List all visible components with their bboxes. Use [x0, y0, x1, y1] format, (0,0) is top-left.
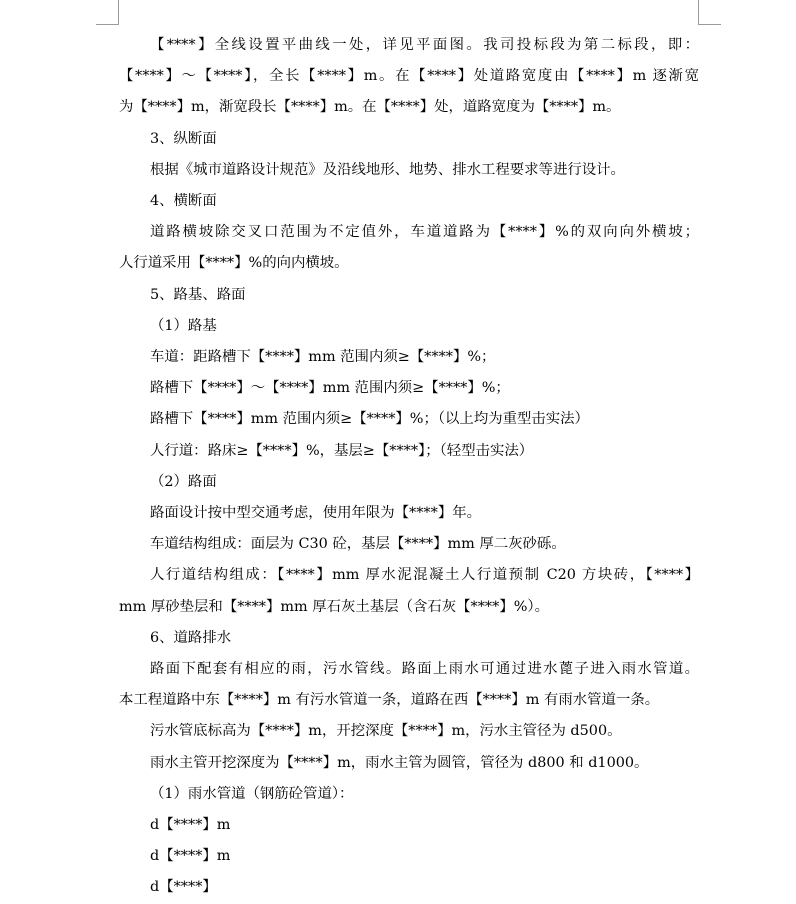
paragraph-line: 车道结构组成：面层为 C30 砼，基层【****】mm 厚二灰砂砾。 — [150, 536, 566, 553]
pipe-diameter-line: d【****】m — [150, 817, 231, 834]
paragraph-line: 人行道：路床≥【****】%，基层≥【****】；（轻型击实法） — [150, 442, 534, 459]
paragraph-line: 根据《城市道路设计规范》及沿线地形、地势、排水工程要求等进行设计。 — [150, 161, 625, 178]
paragraph-line: 路槽下【****】mm 范围内须≥【****】%；（以上均为重型击实法） — [150, 411, 589, 428]
paragraph-line: 【****】～【****】，全长【****】m。在【****】处道路宽度由【****】m 逐渐宽 — [119, 68, 699, 85]
subsection-heading: （1）雨水管道（钢筋砼管道）： — [150, 785, 354, 802]
paragraph-line: 污水管底标高为【****】m，开挖深度【****】m，污水主管径为 d500。 — [150, 723, 622, 740]
subsection-heading: （2）路面 — [150, 473, 217, 490]
paragraph-line: 雨水主管开挖深度为【****】m，雨水主管为圆管，管径为 d800 和 d1000。 — [150, 754, 649, 771]
section-heading: 6、道路排水 — [150, 629, 232, 646]
subsection-heading: （1）路基 — [150, 317, 217, 334]
paragraph-line: 【****】全线设置平曲线一处，详见平面图。我司投标段为第二标段，即： — [150, 37, 699, 53]
section-heading: 4、横断面 — [150, 193, 217, 210]
paragraph-line: 路面下配套有相应的雨，污水管线。路面上雨水可通过进水蓖子进入雨水管道。 — [150, 661, 699, 678]
section-heading: 5、路基、路面 — [150, 286, 246, 303]
page-corner-mark-top-left — [96, 0, 119, 25]
paragraph-line: 人行道采用【****】%的向内横坡。 — [119, 255, 349, 272]
document-page — [119, 30, 699, 904]
section-heading: 3、纵断面 — [150, 130, 217, 147]
paragraph-line: 人行道结构组成：【****】mm 厚水泥混凝土人行道预制 C20 方块砖，【****】 — [150, 567, 699, 584]
pipe-diameter-line: d【****】 — [150, 879, 217, 896]
paragraph-line: 路面设计按中型交通考虑，使用年限为【****】年。 — [150, 505, 481, 522]
paragraph-line: 路槽下【****】～【****】mm 范围内须≥【****】%； — [150, 380, 510, 397]
paragraph-line: mm 厚砂垫层和【****】mm 厚石灰土基层（含石灰【****】%）。 — [119, 598, 549, 615]
paragraph-line: 道路横坡除交叉口范围为不定值外，车道道路为【****】%的双向向外横坡； — [150, 224, 699, 241]
page-corner-mark-top-right — [698, 0, 721, 25]
paragraph-line: 本工程道路中东【****】m 有污水管道一条，道路在西【****】m 有雨水管道一条。 — [119, 692, 660, 709]
paragraph-line: 为【****】m，渐宽段长【****】m。在【****】处，道路宽度为【****】m。 — [119, 99, 621, 116]
pipe-diameter-line: d【****】m — [150, 848, 231, 865]
paragraph-line: 车道：距路槽下【****】mm 范围内须≥【****】%； — [150, 349, 496, 366]
